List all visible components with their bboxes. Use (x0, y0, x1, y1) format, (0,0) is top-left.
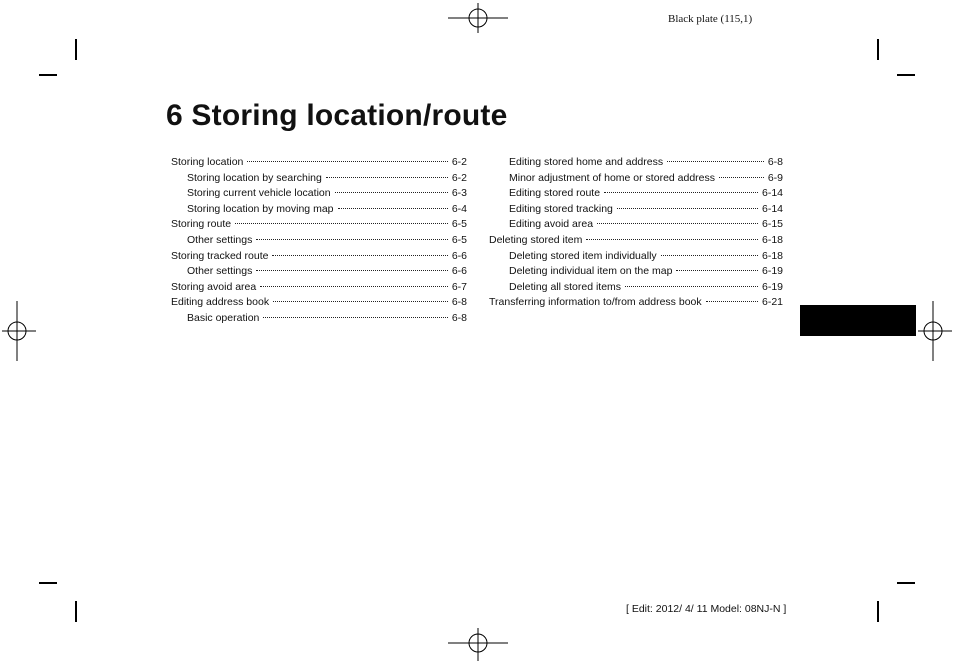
toc-leader-dots (272, 255, 447, 256)
toc-leader-dots (706, 301, 758, 302)
toc-entry-label: Editing address book (171, 296, 270, 309)
toc-entry-page: 6-8 (451, 311, 467, 324)
toc-entry-label: Storing location by moving map (187, 202, 334, 215)
toc-entry[interactable] (489, 296, 783, 312)
toc-leader-dots (335, 192, 448, 193)
toc-entry-label: Storing location (171, 156, 244, 168)
toc-entry-label: Basic operation (187, 311, 260, 324)
toc-leader-dots (326, 177, 448, 178)
toc-entry[interactable] (171, 250, 467, 266)
toc-entry-page: 6-8 (767, 156, 783, 168)
plate-label: Black plate (115,1) (668, 13, 753, 25)
toc-entry-label: Transferring information to/from address book (489, 296, 702, 309)
toc-entry-page: 6-5 (451, 233, 467, 246)
chapter-title: 6 Storing location/route (166, 99, 508, 132)
toc-entry[interactable] (171, 203, 467, 219)
toc-leader-dots (667, 161, 764, 162)
toc-entry-label: Editing avoid area (509, 218, 594, 231)
toc-entry[interactable] (489, 265, 783, 281)
toc-entry[interactable] (171, 265, 467, 281)
crop-mark (877, 601, 879, 622)
toc-entry-page: 6-2 (451, 171, 467, 184)
toc-entry-page: 6-5 (451, 218, 467, 231)
toc-entry-label: Deleting stored item (489, 233, 583, 246)
toc-entry-page: 6-9 (767, 171, 783, 184)
toc-entry-page: 6-14 (761, 187, 783, 200)
toc-leader-dots (676, 270, 758, 271)
toc-entry-page: 6-3 (451, 187, 467, 200)
crop-mark (75, 39, 77, 60)
toc-entry-label: Storing current vehicle location (187, 187, 331, 200)
toc-entry-label: Minor adjustment of home or stored address (509, 171, 716, 184)
toc-entry-label: Storing location by searching (187, 171, 322, 184)
toc-entry-page: 6-14 (761, 202, 783, 215)
toc-entry-label: Deleting all stored items (509, 280, 622, 293)
toc-leader-dots (661, 255, 758, 256)
crop-mark (877, 39, 879, 60)
toc-entry[interactable] (171, 156, 467, 172)
toc-leader-dots (597, 223, 758, 224)
toc-leader-dots (256, 270, 447, 271)
toc-entry-page: 6-18 (761, 249, 783, 262)
toc-entry[interactable] (489, 234, 783, 250)
toc-entry-page: 6-8 (451, 296, 467, 309)
toc-entry[interactable] (489, 250, 783, 266)
edit-footer: [ Edit: 2012/ 4/ 11 Model: 08NJ-N ] (626, 603, 787, 615)
toc-leader-dots (586, 239, 758, 240)
registration-mark-right (918, 301, 952, 361)
toc-leader-dots (719, 177, 764, 178)
toc-entry-page: 6-19 (761, 280, 783, 293)
toc-entry[interactable] (489, 172, 783, 188)
registration-mark-bottom (448, 628, 508, 661)
toc-entry-label: Other settings (187, 265, 253, 278)
toc-leader-dots (235, 223, 448, 224)
crop-mark (75, 601, 77, 622)
crop-mark (897, 74, 915, 76)
toc-entry[interactable] (171, 234, 467, 250)
toc-entry-page: 6-18 (761, 233, 783, 246)
toc-entry-label: Deleting individual item on the map (509, 265, 673, 278)
toc-entry[interactable] (171, 312, 467, 328)
toc-entry[interactable] (171, 218, 467, 234)
toc-entry-page: 6-19 (761, 265, 783, 278)
toc-entry-label: Editing stored tracking (509, 202, 613, 215)
toc-column-left (171, 156, 467, 328)
toc-entry-page: 6-6 (451, 249, 467, 262)
toc-leader-dots (625, 286, 758, 287)
toc-entry-label: Other settings (187, 233, 253, 246)
toc-entry-label: Storing avoid area (171, 280, 257, 293)
toc-entry[interactable] (171, 187, 467, 203)
toc-entry[interactable] (489, 187, 783, 203)
toc-entry-page: 6-15 (761, 218, 783, 231)
toc-entry-label: Deleting stored item individually (509, 249, 657, 262)
toc-entry-label: Editing stored route (509, 187, 601, 200)
toc-leader-dots (263, 317, 447, 318)
toc-entry[interactable] (489, 203, 783, 219)
toc-entry[interactable] (171, 296, 467, 312)
toc-entry-page: 6-2 (451, 156, 467, 168)
crop-mark (897, 582, 915, 584)
toc-entry-page: 6-21 (761, 296, 783, 309)
crop-mark (39, 74, 57, 76)
toc-entry-page: 6-4 (451, 202, 467, 215)
chapter-tab (800, 305, 916, 336)
toc-entry[interactable] (171, 281, 467, 297)
toc-entry[interactable] (489, 218, 783, 234)
toc-leader-dots (260, 286, 448, 287)
toc-leader-dots (604, 192, 758, 193)
toc-leader-dots (247, 161, 447, 162)
toc-entry-label: Storing route (171, 218, 232, 231)
toc-column-right (489, 156, 783, 312)
toc-leader-dots (256, 239, 447, 240)
toc-entry-page: 6-6 (451, 265, 467, 278)
toc-leader-dots (338, 208, 448, 209)
toc-leader-dots (617, 208, 758, 209)
registration-mark-top (448, 3, 508, 33)
registration-mark-left (2, 301, 36, 361)
toc-entry-label: Editing stored home and address (509, 156, 664, 168)
crop-mark (39, 582, 57, 584)
toc-entry-page: 6-7 (451, 280, 467, 293)
toc-entry[interactable] (489, 156, 783, 172)
toc-leader-dots (273, 301, 448, 302)
toc-entry[interactable] (171, 172, 467, 188)
toc-entry[interactable] (489, 281, 783, 297)
toc-entry-label: Storing tracked route (171, 249, 269, 262)
